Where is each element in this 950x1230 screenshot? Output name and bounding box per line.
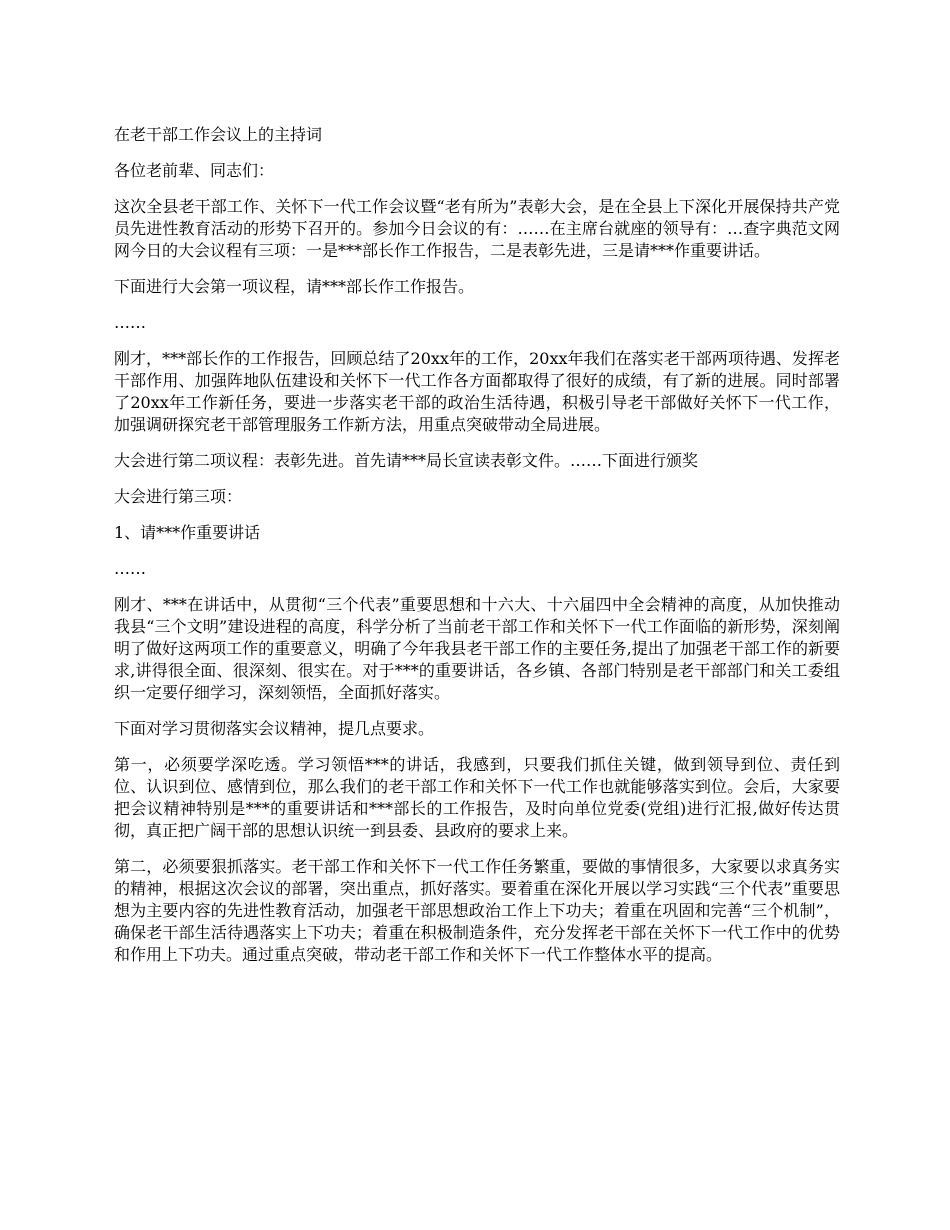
paragraph-agenda-three: 大会进行第三项： [114,487,243,506]
paragraph-requirements-intro: 下面对学习贯彻落实会议精神，提几点要求。 [114,719,435,738]
paragraph-requirement-two: 第二，必须要狠抓落实。老干部工作和关怀下一代工作任务繁重，要做的事情很多，大家要以求真务实的精神，根据这次会议的部署，突出重点，抓好落实。要着重在深化开展以学习实践“三个代表”重要思想为主要内容的先进性教育活动，加强老干部思想政治工作上下功夫；着重在巩固和完善“三个机制”，确保老干部生活待遇落实上下功夫；着重在积极制造条件，充分发挥老干部在关怀下一代工作中的优势和作用上下功夫。通过重点突破，带动老干部工作和关怀下一代工作整体水平的提高。 [114,857,840,964]
document-page [114,124,840,980]
paragraph-ellipsis: …… [114,559,146,578]
paragraph-agenda-one: 下面进行大会第一项议程，请***部长作工作报告。 [114,277,475,296]
paragraph-ellipsis: …… [114,313,146,332]
paragraph-speech-summary: 刚才、***在讲话中，从贯彻“三个代表”重要思想和十六大、十六届四中全会精神的高度，从加快推动我县“三个文明”建设进程的高度，科学分析了当前老干部工作和关怀下一代工作面临的新形势，深刻阐明了做好这两项工作的重要意义，明确了今年我县老干部工作的主要任务,提出了加强老干部工作的新要求,讲得很全面、很深刻、很实在。对于***的重要讲话，各乡镇、各部门特别是老干部部门和关工委组织一定要仔细学习，深刻领悟，全面抓好落实。 [114,595,840,702]
paragraph-requirement-one: 第一，必须要学深吃透。学习领悟***的讲话，我感到，只要我们抓住关键，做到领导到位、责任到位、认识到位、感情到位，那么我们的老干部工作和关怀下一代工作也就能够落实到位。会后，大家要把会议精神特别是***的重要讲话和***部长的工作报告，及时向单位党委(党组)进行汇报,做好传达贯彻，真正把广阔干部的思想认识统一到县委、县政府的要求上来。 [114,755,840,840]
document-title: 在老干部工作会议上的主持词 [114,125,323,144]
paragraph-opening: 这次全县老干部工作、关怀下一代工作会议暨“老有所为”表彰大会，是在全县上下深化开展保持共产党员先进性教育活动的形势下召开的。参加今日会议的有：……在主席台就座的领导有：…查字典范文网网今日的大会议程有三项：一是***部长作工作报告，二是表彰先进，三是请***作重要讲话。 [114,197,840,260]
paragraph-agenda-two: 大会进行第二项议程：表彰先进。首先请***局长宣读表彰文件。……下面进行颁奖 [114,451,699,470]
paragraph-speech-item: 1、请***作重要讲话 [114,523,261,542]
paragraph-greeting: 各位老前辈、同志们： [114,161,275,180]
paragraph-report-summary: 刚才，***部长作的工作报告，回顾总结了20xx年的工作，20xx年我们在落实老干部两项待遇、发挥老干部作用、加强阵地队伍建设和关怀下一代工作各方面都取得了很好的成绩，有了新的进展。同时部署了20xx年工作新任务，要进一步落实老干部的政治生活待遇，积极引导老干部做好关怀下一代工作，加强调研探究老干部管理服务工作新方法，用重点突破带动全局进展。 [114,349,840,434]
